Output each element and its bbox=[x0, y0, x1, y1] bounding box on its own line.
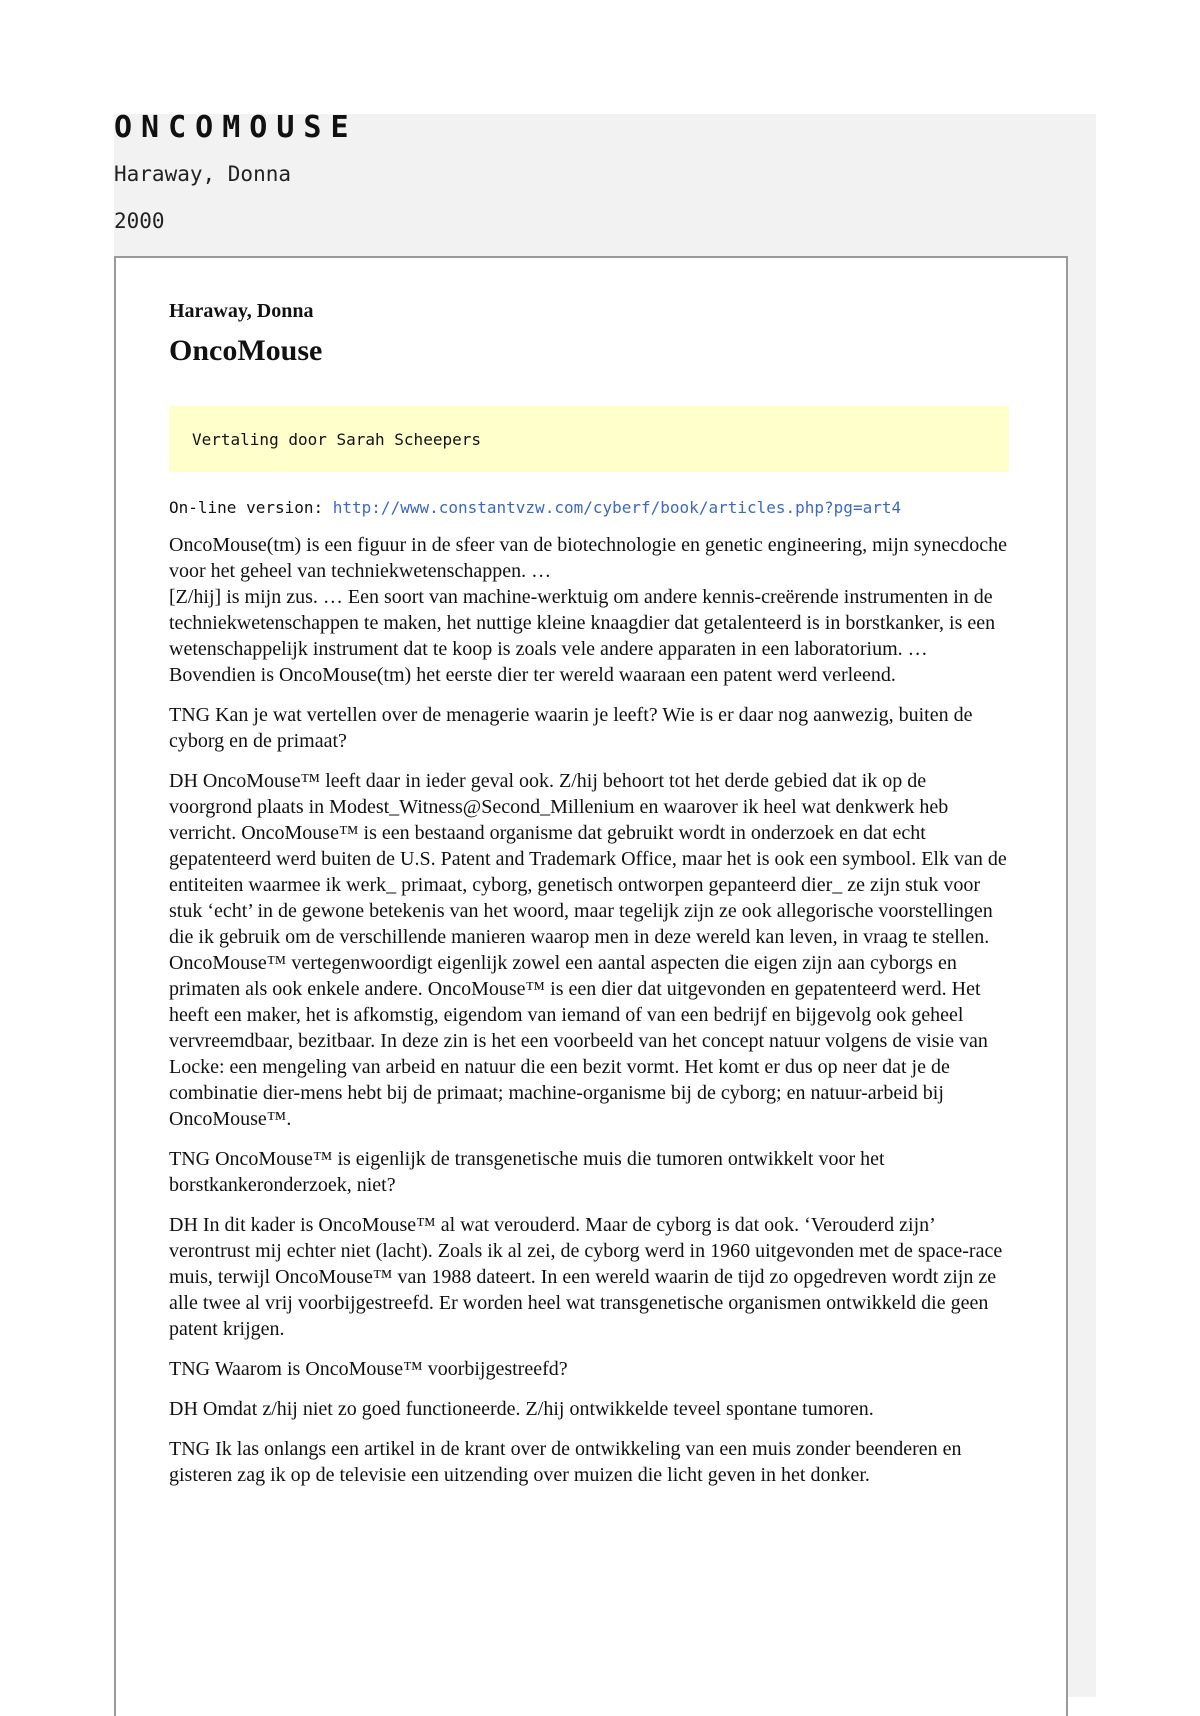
paragraph: DH OncoMouse™ leeft daar in ieder geval ook. Z/hij behoort tot het derde gebied dat ik op de voorgrond plaats in Modest_Witness@Second_Millenium en waarover ik heel wat denkwerk heb verricht. OncoMouse™ is een bestaand organisme dat gebruikt wordt in onderzoek en dat echt gepatenteerd werd buiten de U.S. Patent and Trademark Office, maar het is ook een symbool. Elk van de entiteiten waarmee ik werk_ primaat, cyborg, genetisch ontworpen gepanteerd dier_ ze zijn stuk voor stuk ‘echt’ in de gewone betekenis van het woord, maar tegelijk zijn ze ook allegorische voorstellingen die ik gebruik om de verschillende manieren waarop men in deze wereld kan leven, in vraag te stellen. OncoMouse™ vertegenwoordigt eigenlijk zowel een aantal aspecten die eigen zijn aan cyborgs en primaten als ook enkele andere. OncoMouse™ is een dier dat uitgevonden en gepatenteerd werd. Het heeft een maker, het is afkomstig, eigendom van iemand of van een bedrijf en bijgevolg ook geheel vervreemdbaar, bezitbaar. In deze zin is het een voorbeeld van het concept natuur volgens de visie van Locke: een mengeling van arbeid en natuur die een bezit vormt. Het komt er dus op neer dat je de combinatie dier-mens hebt bij de primaat; machine-organisme bij de cyborg; en natuur-arbeid bij OncoMouse™. bbox=[169, 770, 1007, 1130]
document-year: 2000 bbox=[114, 209, 165, 233]
paragraph: TNG OncoMouse™ is eigenlijk de transgenetische muis die tumoren ontwikkelt voor het borstkankeronderzoek, niet? bbox=[169, 1148, 885, 1196]
paragraph: TNG Kan je wat vertellen over de menagerie waarin je leeft? Wie is er daar nog aanwezig, buiten de cyborg en de primaat? bbox=[169, 704, 973, 752]
translation-note: Vertaling door Sarah Scheepers bbox=[192, 430, 481, 449]
document-title: ONCOMOUSE bbox=[114, 110, 358, 145]
paragraph: TNG Waarom is OncoMouse™ voorbijgestreefd? bbox=[169, 1358, 568, 1380]
paragraph: [Z/hij] is mijn zus. … Een soort van machine-werktuig om andere kennis-creërende instrumenten in de techniekwetenschappen te maken, het nuttige kleine knaagdier dat getalenteerd is in borstkanker, is een wetenschappelijk instrument dat te koop is zoals vele andere apparaten in een laboratorium. … Bovendien is OncoMouse(tm) het eerste dier ter wereld waaraan een patent werd verleend. bbox=[169, 586, 996, 686]
online-version-line bbox=[169, 498, 1009, 518]
paragraph: DH Omdat z/hij niet zo goed functioneerde. Z/hij ontwikkelde teveel spontane tumoren. bbox=[169, 1398, 874, 1420]
paragraph: OncoMouse(tm) is een figuur in de sfeer van de biotechnologie en genetic engineering, mijn synecdoche voor het geheel van techniekwetenschappen. … bbox=[169, 534, 1008, 582]
article-content bbox=[169, 298, 1009, 1502]
paragraph: TNG Ik las onlangs een artikel in de krant over de ontwikkeling van een muis zonder beenderen en gisteren zag ik op de televisie een uitzending over muizen die licht geven in het donker. bbox=[169, 1438, 962, 1486]
article-author: Haraway, Donna bbox=[169, 300, 314, 322]
online-version-label: On-line version: bbox=[169, 498, 333, 517]
online-version-link[interactable]: http://www.constantvzw.com/cyberf/book/articles.php?pg=art4 bbox=[332, 498, 902, 517]
paragraph: DH In dit kader is OncoMouse™ al wat verouderd. Maar de cyborg is dat ook. ‘Verouderd zijn’ verontrust mij echter niet (lacht). Zoals ik al zei, de cyborg werd in 1960 uitgevonden met de space-race muis, terwijl OncoMouse™ van 1988 dateert. In een wereld waarin de tijd zo opgedreven wordt zijn ze alle twee al vrij voorbijgestreefd. Er worden heel wat transgenetische organismen ontwikkeld die geen patent krijgen. bbox=[169, 1214, 1003, 1340]
document-author: Haraway, Donna bbox=[114, 162, 292, 186]
translation-note-box bbox=[169, 406, 1009, 472]
article-title: OncoMouse bbox=[169, 334, 323, 367]
